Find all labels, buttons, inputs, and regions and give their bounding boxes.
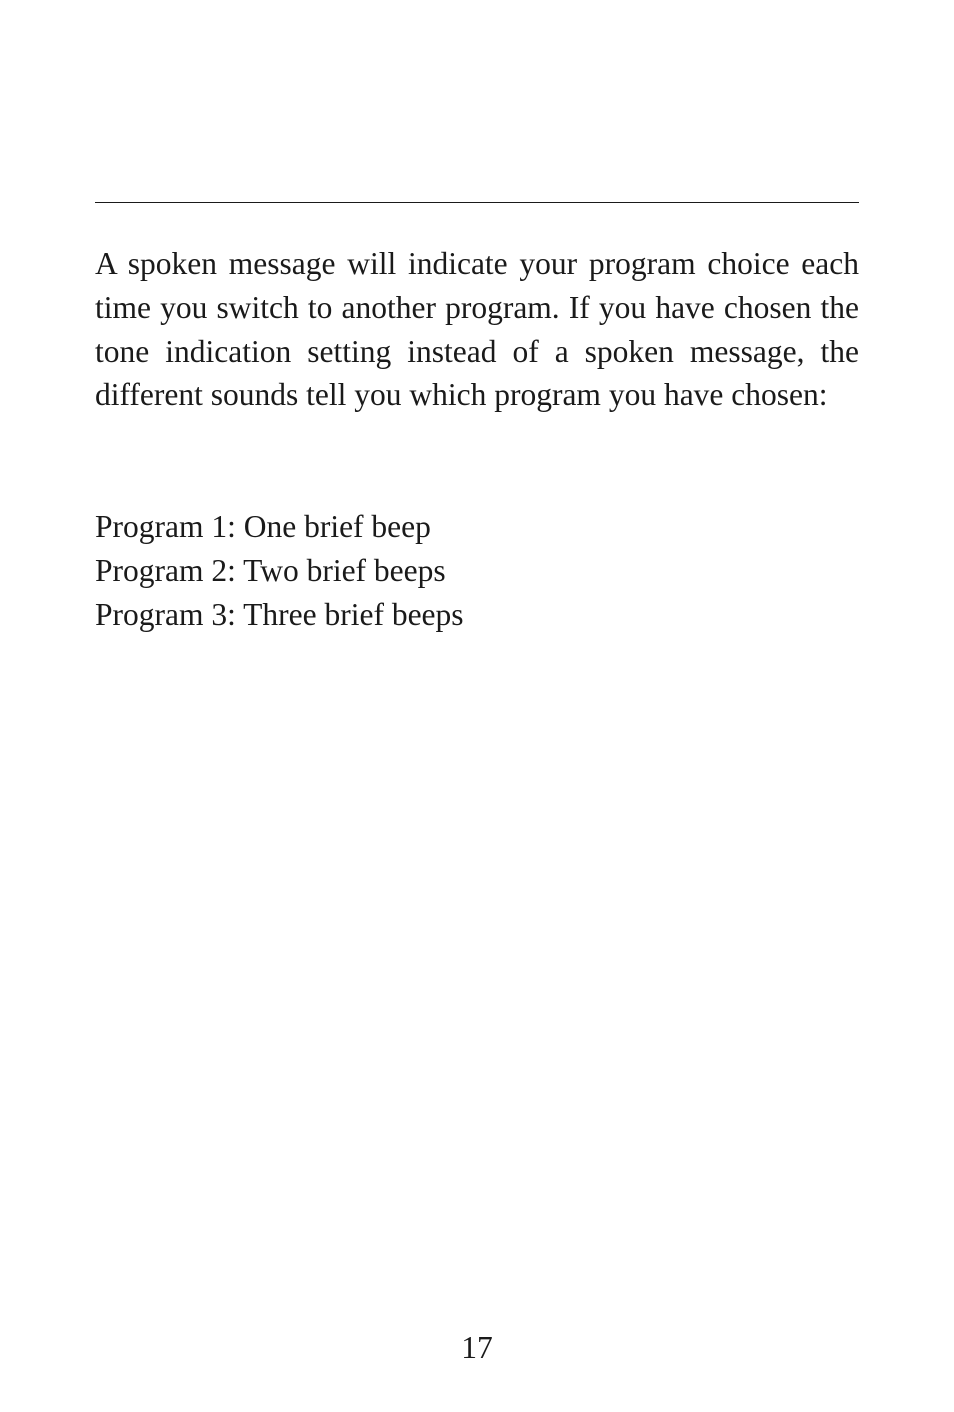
list-item: Program 3: Three brief beeps [95, 596, 464, 632]
list-item: Program 2: Two brief beeps [95, 552, 446, 588]
page-number: 17 [461, 1330, 493, 1365]
body-paragraph: A spoken message will indicate your program choice each time you switch to another program. If you have chosen the tone indication setting instead of a spoken message, the different sounds tell you which program you have chosen: [95, 246, 859, 413]
list-item: Program 1: One brief beep [95, 509, 431, 544]
program-list [95, 505, 464, 636]
section-divider [95, 202, 859, 203]
